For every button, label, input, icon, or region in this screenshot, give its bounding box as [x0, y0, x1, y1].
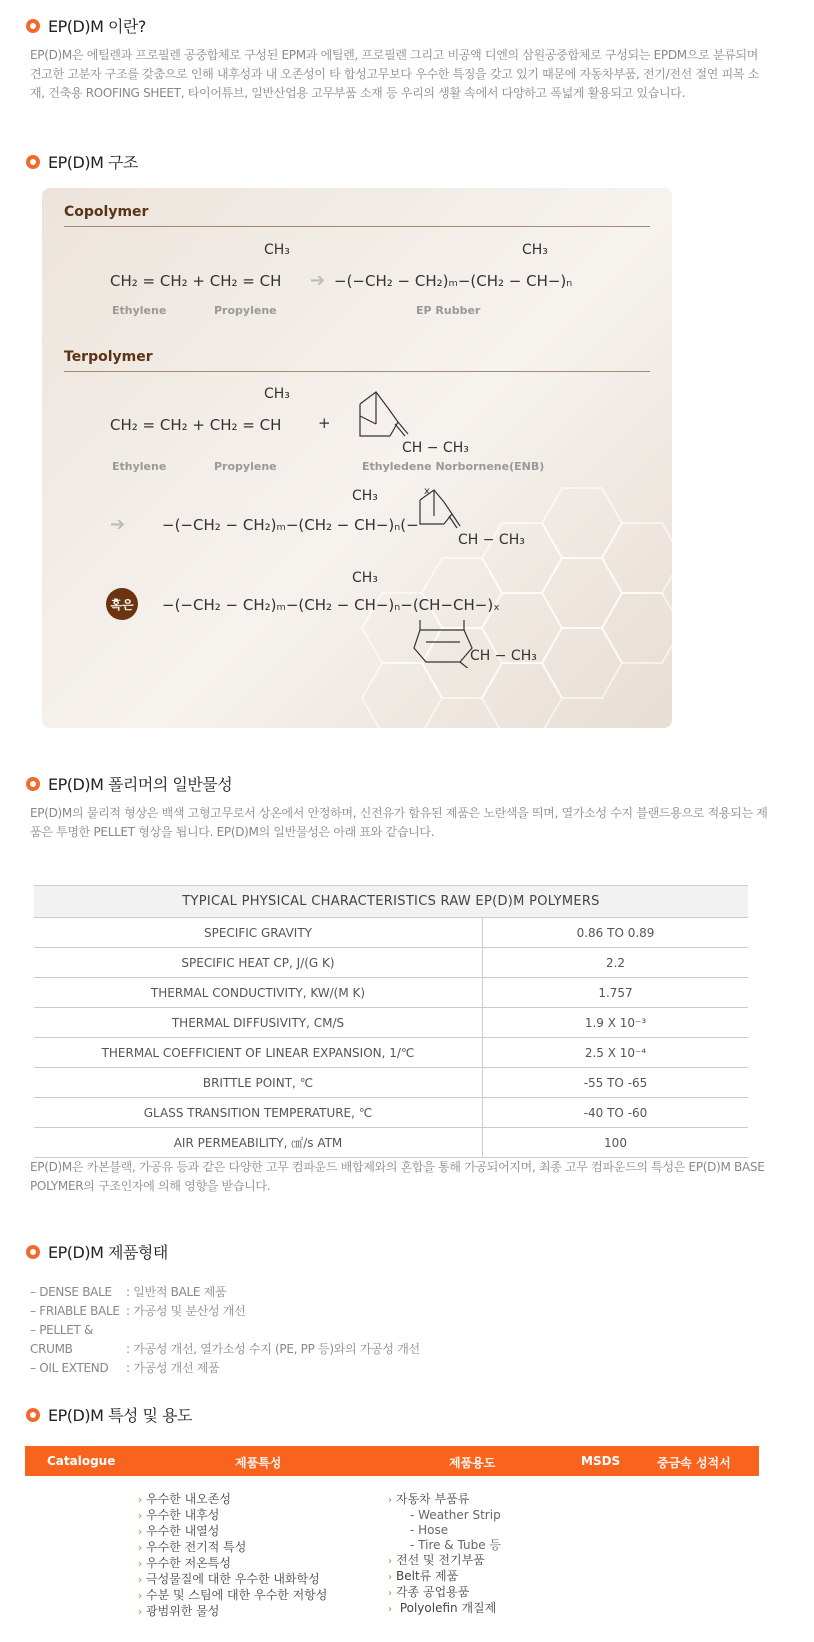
- property-name: SPECIFIC GRAVITY: [34, 918, 483, 948]
- caption-enb: Ethyledene Norbornene(ENB): [362, 460, 545, 473]
- ch3-group: CH₃: [352, 488, 378, 504]
- list-item: [138, 1508, 327, 1524]
- section-title-features: EP(D)M 특성 및 용도: [26, 1403, 192, 1426]
- feature-text: 우수한 저온특성: [146, 1556, 231, 1570]
- list-item: [388, 1553, 501, 1569]
- property-value: -40 TO -60: [483, 1098, 749, 1128]
- use-text: Polyolefin 개질제: [396, 1601, 497, 1615]
- property-value: 100: [483, 1128, 749, 1158]
- feature-text: 우수한 전기적 특성: [146, 1540, 247, 1554]
- use-text: - Hose: [410, 1523, 449, 1537]
- list-item: [388, 1585, 501, 1601]
- property-value: 2.2: [483, 948, 749, 978]
- caption-propylene: Propylene: [214, 304, 277, 317]
- property-value: 1.9 X 10⁻³: [483, 1008, 749, 1038]
- ch3-group: CH₃: [522, 242, 548, 258]
- form-description: : 일반적 BALE 제품: [126, 1285, 227, 1299]
- table-row: [34, 1098, 748, 1128]
- table-row: [34, 1008, 748, 1038]
- copolymer-label: Copolymer: [64, 204, 149, 220]
- terpolymer-divider: [64, 371, 650, 372]
- property-name: GLASS TRANSITION TEMPERATURE, ℃: [34, 1098, 483, 1128]
- chevron-right-icon: ›: [138, 1543, 142, 1554]
- chevron-right-icon: ›: [388, 1588, 392, 1599]
- section-title-properties: EP(D)M 폴리머의 일반물성: [26, 772, 232, 795]
- section-title-structure: EP(D)M 구조: [26, 150, 138, 173]
- list-item: [138, 1524, 327, 1540]
- catalogue-link[interactable]: Catalogue: [47, 1454, 116, 1468]
- table-row: [34, 1068, 748, 1098]
- property-name: THERMAL CONDUCTIVITY, KW/(M K): [34, 978, 483, 1008]
- feature-text: 우수한 내열성: [146, 1524, 220, 1538]
- form-name: – OIL EXTEND: [30, 1361, 109, 1375]
- list-item: [138, 1492, 327, 1508]
- features-header-bar: [25, 1446, 759, 1476]
- plus-sign: +: [318, 414, 331, 432]
- table-row: [34, 978, 748, 1008]
- enb-ethylidene: CH − CH₃: [458, 532, 525, 548]
- properties-note: EP(D)M은 카본블랙, 가공유 등과 같은 다양한 고무 컴파운드 배합제와의 혼합을 통해 가공되어지며, 최종 고무 컴파운드의 특성은 EP(D)M BASE POLYMER의 구조인자에 의해 영향을 받습니다.: [30, 1160, 765, 1193]
- table-row: [34, 1128, 748, 1158]
- section-title-product-forms: EP(D)M 제품형태: [26, 1240, 168, 1263]
- bullet-icon: [26, 19, 40, 33]
- chevron-right-icon: ›: [138, 1511, 142, 1522]
- list-item: [388, 1601, 501, 1617]
- table-header: TYPICAL PHYSICAL CHARACTERISTICS RAW EP(D)M POLYMERS: [34, 886, 748, 918]
- caption-ethylene: Ethylene: [112, 304, 167, 317]
- use-text: Belt류 제품: [396, 1569, 459, 1583]
- list-item: [30, 1359, 420, 1378]
- caption-propylene: Propylene: [214, 460, 277, 473]
- bullet-icon: [26, 155, 40, 169]
- enb-ethylidene: CH − CH₃: [402, 440, 469, 456]
- copolymer-product: −(−CH₂ − CH₂)ₘ−(CH₂ − CH−)ₙ: [334, 272, 573, 290]
- features-list: [138, 1492, 327, 1620]
- feature-text: 우수한 내후성: [146, 1508, 220, 1522]
- copolymer-divider: [64, 226, 650, 227]
- list-item: [30, 1302, 420, 1321]
- property-value: -55 TO -65: [483, 1068, 749, 1098]
- chevron-right-icon: ›: [388, 1495, 392, 1506]
- bullet-icon: [26, 777, 40, 791]
- hexagon-background: [42, 188, 672, 728]
- list-item: [388, 1492, 501, 1508]
- form-name: – PELLET & CRUMB: [30, 1323, 94, 1356]
- feature-text: 수분 및 스팀에 대한 우수한 저항성: [146, 1588, 328, 1602]
- properties-paragraph: EP(D)M의 물리적 형상은 백색 고형고무로서 상온에서 안정하며, 신전유가 함유된 제품은 노란색을 띄며, 열가소성 수지 블랜드용으로 적용되는 제품은 투명한 PELLET 형상을 됩니다. EP(D)M의 일반물성은 아래 표와 같습니다.: [30, 806, 768, 839]
- chevron-right-icon: ›: [388, 1604, 392, 1615]
- chevron-right-icon: ›: [138, 1559, 142, 1570]
- chevron-right-icon: ›: [388, 1556, 392, 1567]
- x-subscript: x: [424, 486, 430, 497]
- list-item: [138, 1572, 327, 1588]
- use-text: - Tire & Tube 등: [410, 1538, 501, 1552]
- ch3-group: CH₃: [264, 242, 290, 258]
- feature-text: 광범위한 물성: [146, 1604, 220, 1618]
- msds-link[interactable]: MSDS: [581, 1454, 621, 1468]
- form-description: : 가공성 개선, 열가소성 수지 (PE, PP 등)와의 가공성 개선: [126, 1342, 420, 1356]
- property-value: 2.5 X 10⁻⁴: [483, 1038, 749, 1068]
- section-title-about: EP(D)M 이란?: [26, 14, 146, 37]
- chevron-right-icon: ›: [138, 1527, 142, 1538]
- bullet-icon: [26, 1408, 40, 1422]
- uses-list: [388, 1492, 501, 1617]
- form-name: – DENSE BALE: [30, 1285, 112, 1299]
- enb-ethylidene: CH − CH₃: [470, 648, 537, 664]
- about-paragraph: EP(D)M은 에틸렌과 프로필렌 공중합체로 구성된 EPM과 에틸렌, 프로필렌 그리고 비공액 디엔의 삼원공중합체로 구성되는 EPDM으로 분류되며 견고한 고분자 구조를 갖춤으로 인해 내후성과 내 오존성이 타 합성고무보다 우수한 특징을 갖고 있기 때문에 자동차부품, 전기/전선 절연 피복 소재, 건축용 ROOFING SHEET, 타이어튜브, 일반산업용 고무부품 소재 등 우리의 생활 속에서 다양하고 폭넓게 활용되고 있습니다.: [30, 48, 759, 100]
- chevron-right-icon: ›: [388, 1572, 392, 1583]
- caption-ethylene: Ethylene: [112, 460, 167, 473]
- uses-column-label: 제품용도: [449, 1456, 496, 1470]
- list-item: [138, 1604, 327, 1620]
- table-row: [34, 948, 748, 978]
- property-value: 1.757: [483, 978, 749, 1008]
- list-item: [388, 1538, 501, 1553]
- feature-text: 극성물질에 대한 우수한 내화학성: [146, 1572, 320, 1586]
- reaction-arrow-icon: ➔: [310, 270, 326, 291]
- use-text: 각종 공업용품: [396, 1585, 470, 1599]
- heavy-metal-report-link[interactable]: 중금속 성적서: [657, 1456, 731, 1470]
- structure-diagram: [42, 188, 672, 728]
- feature-text: 우수한 내오존성: [146, 1492, 231, 1506]
- properties-table: [34, 885, 748, 1158]
- table-row: [34, 1038, 748, 1068]
- list-item: [388, 1523, 501, 1538]
- use-text: - Weather Strip: [410, 1508, 501, 1522]
- or-badge: 혹은: [106, 588, 138, 620]
- chevron-right-icon: ›: [138, 1495, 142, 1506]
- list-item: [388, 1569, 501, 1585]
- ch3-group: CH₃: [352, 570, 378, 586]
- use-text: 전선 및 전기부품: [396, 1553, 485, 1567]
- property-name: BRITTLE POINT, ℃: [34, 1068, 483, 1098]
- list-item: [138, 1540, 327, 1556]
- ch3-group: CH₃: [264, 386, 290, 402]
- copolymer-reactants: CH₂ = CH₂ + CH₂ = CH: [110, 272, 282, 290]
- list-item: [138, 1556, 327, 1572]
- bullet-icon: [26, 1245, 40, 1259]
- use-text: 자동차 부품류: [396, 1492, 470, 1506]
- enb-ring-icon: [352, 386, 422, 446]
- property-name: THERMAL DIFFUSIVITY, CM/S: [34, 1008, 483, 1038]
- table-row: [34, 918, 748, 948]
- chevron-right-icon: ›: [138, 1575, 142, 1586]
- terpolymer-product-1: −(−CH₂ − CH₂)ₘ−(CH₂ − CH−)ₙ(−: [162, 516, 419, 534]
- list-item: [30, 1321, 420, 1359]
- list-item: [138, 1588, 327, 1604]
- property-value: 0.86 TO 0.89: [483, 918, 749, 948]
- form-description: : 가공성 개선 제품: [126, 1361, 220, 1375]
- terpolymer-reactants: CH₂ = CH₂ + CH₂ = CH: [110, 416, 282, 434]
- form-description: : 가공성 및 분산성 개선: [126, 1304, 246, 1318]
- list-item: [30, 1283, 420, 1302]
- terpolymer-product-2: −(−CH₂ − CH₂)ₘ−(CH₂ − CH−)ₙ−(CH−CH−)ₓ: [162, 596, 500, 614]
- property-name: THERMAL COEFFICIENT OF LINEAR EXPANSION, 1/℃: [34, 1038, 483, 1068]
- list-item: [388, 1508, 501, 1523]
- chevron-right-icon: ›: [138, 1591, 142, 1602]
- property-name: SPECIFIC HEAT CP, J/(G K): [34, 948, 483, 978]
- terpolymer-label: Terpolymer: [64, 349, 153, 365]
- caption-ep-rubber: EP Rubber: [416, 304, 481, 317]
- form-name: – FRIABLE BALE: [30, 1304, 120, 1318]
- reaction-arrow-icon: ➔: [110, 514, 126, 535]
- chevron-right-icon: ›: [138, 1607, 142, 1618]
- product-forms-list: [30, 1283, 420, 1378]
- property-name: AIR PERMEABILITY, ㎠/s ATM: [34, 1128, 483, 1158]
- features-column-label: 제품특성: [235, 1456, 282, 1470]
